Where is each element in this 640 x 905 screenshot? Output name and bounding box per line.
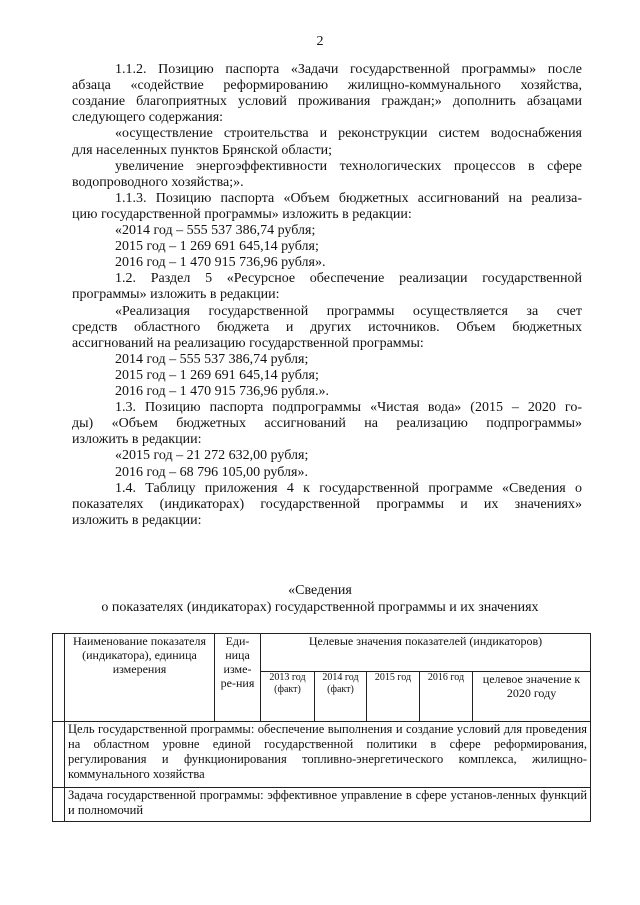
page-number: 2 (316, 34, 324, 49)
header-year-2016: 2016 год (420, 672, 473, 722)
header-indicator-name: Наименование показателя (индикатора), единица измерения (65, 634, 215, 722)
text-line: «осуществление строительства и реконструкции систем водоснабжения (115, 126, 582, 142)
header-unit: Еди-ница изме-ре-ния (215, 634, 261, 722)
task-row: Задача государственной программы: эффективное управление в сфере установ-ленных функций и полномочий (65, 788, 591, 822)
text-line: «2014 год – 555 537 386,74 рубля; (115, 223, 316, 238)
goal-row: Цель государственной программы: обеспечение выполнения и создание условий для проведения на областном уровне единой государственной политики в сфере реформирования, регулирования и функционирования топливно-энергетического комплекса, жилищно-коммунального хозяйства (65, 722, 591, 788)
text-line: увеличение энергоэффективности технологических процессов в сфере (115, 158, 582, 174)
text-line: создание благоприятных условий проживания граждан;» дополнить абзацами (72, 94, 582, 110)
header-target-2020: целевое значение к 2020 году (473, 672, 591, 722)
text-line: изложить в редакции: (72, 432, 202, 448)
text-line: 1.1.2. Позицию паспорта «Задачи государственной программы» после (115, 62, 582, 77)
text-line: цию государственной программы» изложить в редакции: (72, 206, 412, 222)
table-caption-subtitle: о показателях (индикаторах) государственной программы и их значениях (101, 600, 539, 615)
text-line: 2016 год – 68 796 105,00 рубля». (115, 464, 308, 480)
row-number-header (53, 634, 65, 722)
text-line: ды) «Объем бюджетных ассигнований на реализацию подпрограммы» (72, 416, 582, 432)
text-line: 2016 год – 1 470 915 736,96 рубля». (115, 255, 326, 271)
text-line: следующего содержания: (72, 110, 224, 126)
text-line: программы» изложить в редакции: (72, 287, 280, 303)
header-year-2015: 2015 год (367, 672, 420, 722)
text-line: водопроводного хозяйства;». (72, 174, 244, 190)
text-line: средств областного бюджета и других источников. Объем бюджетных (72, 319, 582, 335)
task-row-number (53, 788, 65, 822)
text-line: ассигнований на реализацию государственной программы: (72, 335, 424, 351)
text-line: 2014 год – 555 537 386,74 рубля; (115, 351, 309, 367)
header-year-2013: 2013 год (факт) (261, 672, 315, 722)
text-line: 1.3. Позицию паспорта подпрограммы «Чистая вода» (2015 – 2020 го- (115, 400, 582, 416)
text-line: «Реализация государственной программы осуществляется за счет (115, 303, 582, 319)
header-target-values: Целевые значения показателей (индикаторов) (261, 634, 591, 672)
text-line: абзаца «содействие реформированию жилищно-коммунального хозяйства, (72, 78, 582, 94)
text-line: «2015 год – 21 272 632,00 рубля; (115, 448, 309, 464)
indicators-table (52, 633, 591, 822)
text-line: 2015 год – 1 269 691 645,14 рубля; (115, 239, 319, 255)
text-line: 2015 год – 1 269 691 645,14 рубля; (115, 367, 319, 383)
text-line: 1.4. Таблицу приложения 4 к государственной программе «Сведения о (115, 480, 582, 496)
text-line: для населенных пунктов Брянской области; (72, 142, 333, 158)
text-line: 1.2. Раздел 5 «Ресурсное обеспечение реализации государственной (115, 271, 582, 287)
text-line: изложить в редакции: (72, 512, 202, 528)
text-line: 2016 год – 1 470 915 736,96 рубля.». (115, 384, 329, 399)
table-caption-title: «Сведения (288, 583, 352, 598)
goal-row-number (53, 722, 65, 788)
header-year-2014: 2014 год (факт) (315, 672, 367, 722)
text-line: 1.1.3. Позицию паспорта «Объем бюджетных ассигнований на реализа- (115, 190, 582, 206)
text-line: показателях (индикаторах) государственной программы и их значениях» (72, 496, 582, 512)
